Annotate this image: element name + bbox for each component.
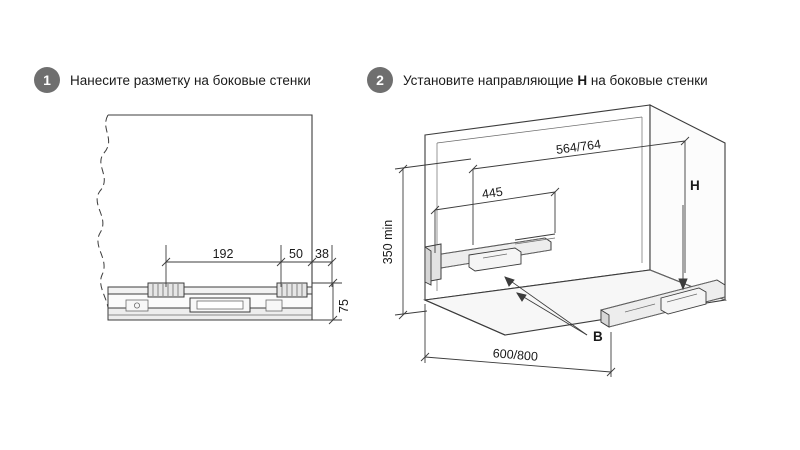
dimension-445: 445 (481, 184, 504, 202)
dimension-350-min: 350 min (381, 219, 395, 265)
torn-edge (97, 115, 109, 320)
step-2-badge: 2 (367, 67, 393, 93)
slide-rail-assembly (108, 283, 312, 320)
figure-step-2 (365, 95, 785, 385)
step-2-header (367, 67, 708, 93)
dimension-38: 38 (315, 247, 329, 261)
step-1-badge: 1 (34, 67, 60, 93)
dimension-564-764: 564/764 (555, 137, 602, 157)
step-2-title-part-2: на боковые стенки (587, 72, 708, 88)
dimension-192: 192 (212, 247, 234, 261)
dimension-50: 50 (289, 247, 303, 261)
dimension-75: 75 (337, 299, 351, 313)
dimension-lines-horizontal (162, 245, 336, 287)
step-2-title-emphasis: H (577, 72, 588, 88)
step-1-title: Нанесите разметку на боковые стенки (70, 72, 311, 88)
step-2-title-part-1: Установите направляющие (403, 72, 578, 88)
dimension-600-800: 600/800 (492, 346, 539, 364)
label-h: H (690, 178, 700, 193)
figure-step-1 (30, 95, 360, 345)
label-b: B (593, 329, 603, 344)
step-2-title (403, 73, 708, 88)
step-1-header (34, 67, 311, 93)
